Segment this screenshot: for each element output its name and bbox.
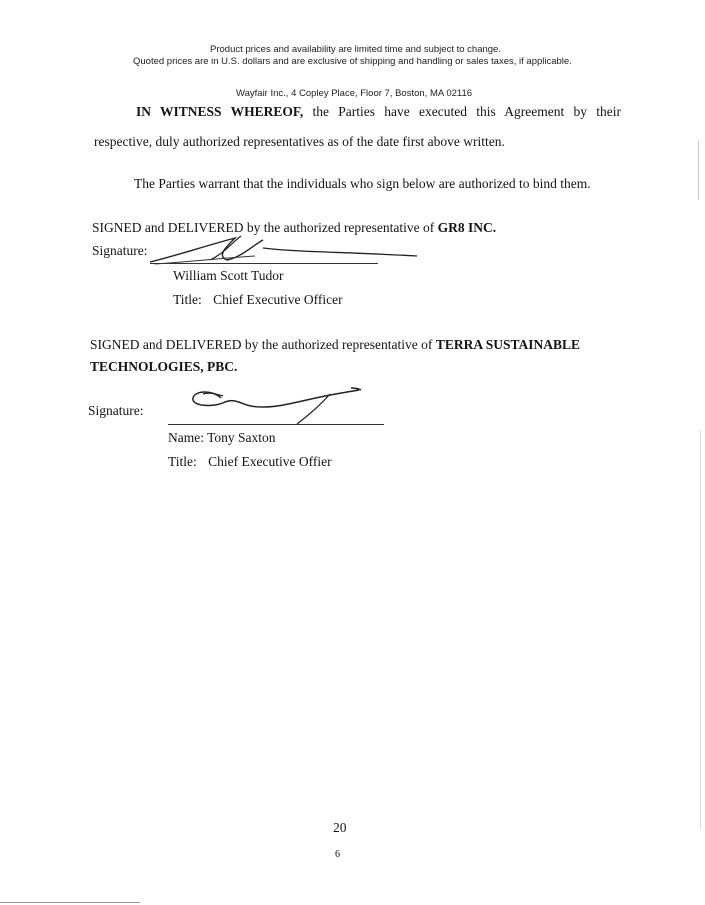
scan-edge-mark-bottom	[0, 902, 140, 903]
party1-signed-prefix: SIGNED and DELIVERED by the authorized representative of	[92, 220, 435, 235]
witness-line-2: respective, duly authorized representatives as of the date first above written.	[94, 134, 505, 149]
scan-edge-mark-right	[698, 140, 699, 200]
party2-title-label: Title:	[168, 454, 197, 469]
witness-line-1	[136, 104, 621, 120]
party2-signed-prefix: SIGNED and DELIVERED by the authorized representative of	[90, 337, 433, 352]
witness-lead: IN WITNESS WHEREOF,	[136, 104, 304, 119]
header-address: Wayfair Inc., 4 Copley Place, Floor 7, Boston, MA 02116	[236, 88, 473, 99]
party1-signature-graphic	[145, 234, 425, 268]
witness-line-1-rest: the Parties have executed this Agreement by their	[312, 104, 621, 119]
scan-edge-mark-right-lower	[700, 430, 701, 830]
party2-title-value: Chief Executive Offier	[208, 454, 332, 469]
party1-title-value: Chief Executive Officer	[213, 292, 343, 307]
header-line-2: Quoted prices are in U.S. dollars and are exclusive of shipping and handling or sales taxes, if applicable.	[133, 56, 572, 67]
page-number: 20	[333, 820, 347, 835]
party1-signature-label: Signature:	[92, 243, 148, 258]
party2-signed-line	[90, 337, 580, 353]
party1-title	[173, 292, 343, 308]
party2-signature-label: Signature:	[88, 403, 144, 418]
warrant-text: The Parties warrant that the individuals who sign below are authorized to bind them.	[134, 176, 591, 191]
party2-company-line1: TERRA SUSTAINABLE	[435, 337, 581, 352]
party2-signature-graphic	[185, 384, 365, 428]
party1-name: William Scott Tudor	[173, 268, 284, 283]
party2-title	[168, 454, 332, 470]
sub-page-number: 6	[335, 849, 340, 860]
party1-company: GR8 INC.	[437, 220, 497, 235]
party1-title-label: Title:	[173, 292, 202, 307]
party2-company-line2: TECHNOLOGIES, PBC.	[90, 359, 238, 374]
party2-name: Name: Tony Saxton	[168, 430, 276, 445]
header-line-1: Product prices and availability are limited time and subject to change.	[210, 44, 501, 55]
